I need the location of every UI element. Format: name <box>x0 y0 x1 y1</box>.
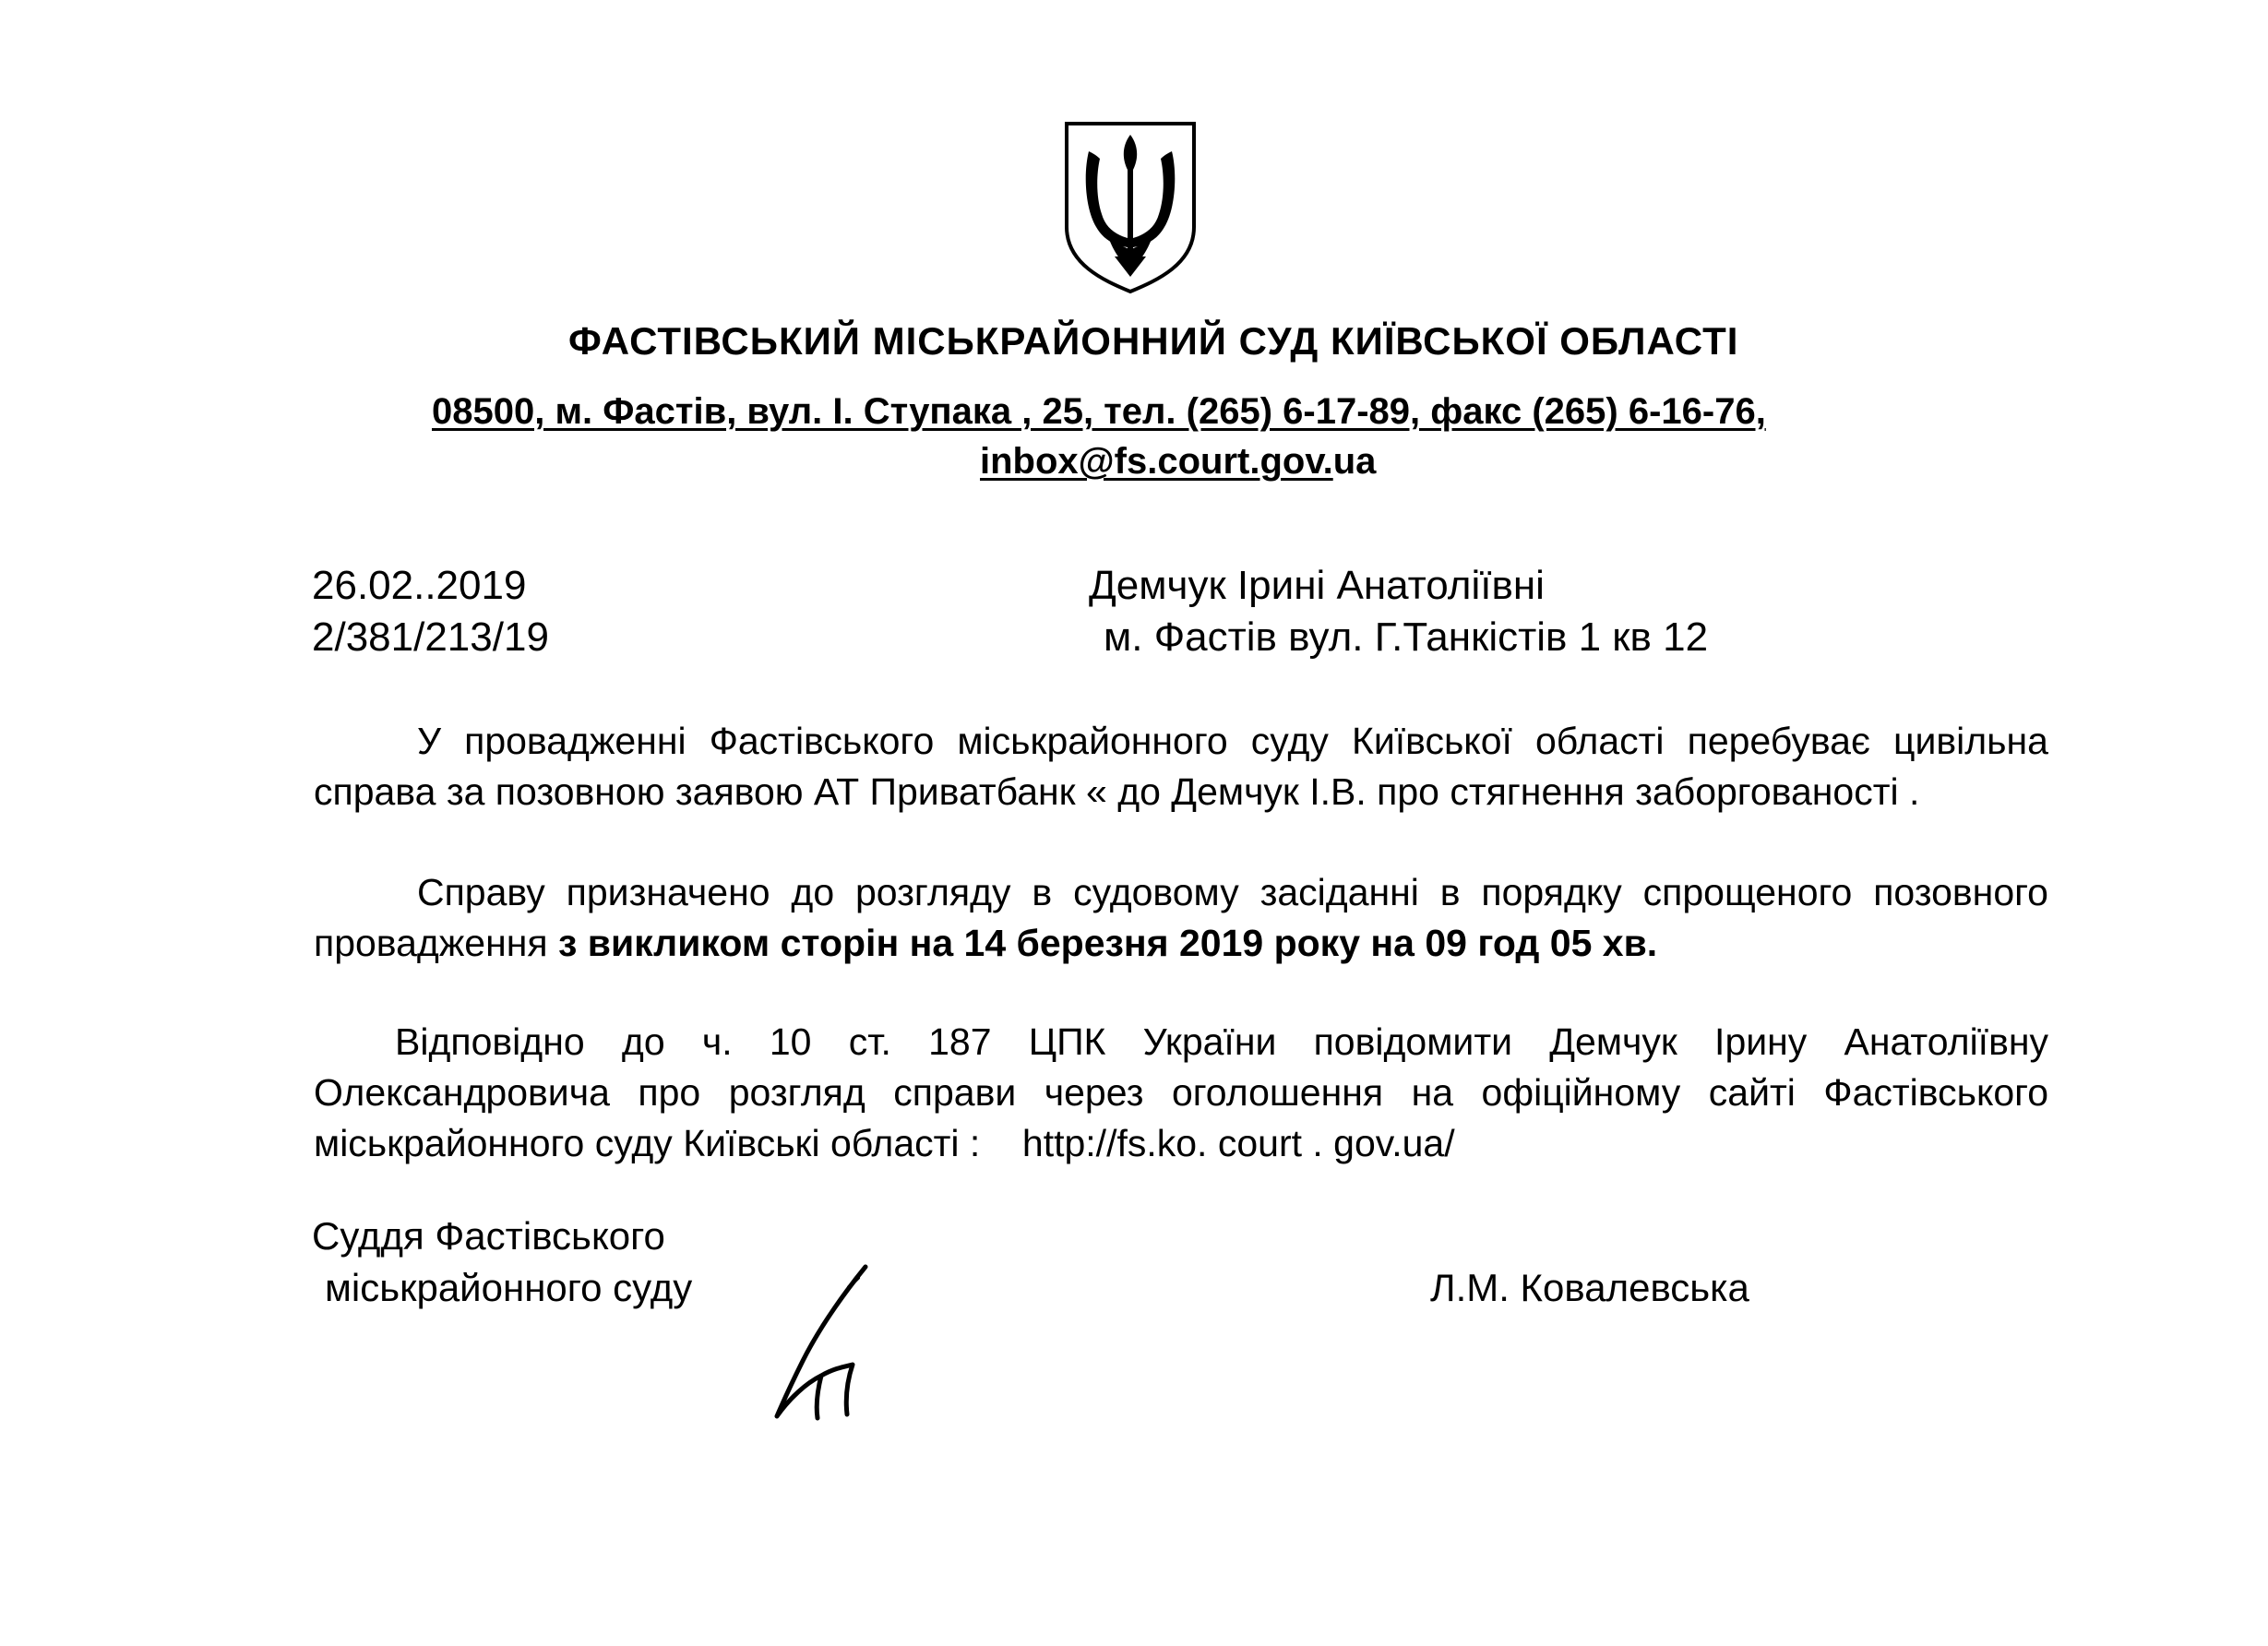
paragraph-proceedings-text: У провадженні Фастівського міськрайонного суду Київської області перебуває цивільна справа за позовною заявою АТ Приватбанк « до Демчук І.В. про стягнення заборгованості . <box>314 720 2048 813</box>
court-email-line <box>980 441 1376 483</box>
court-website-link[interactable]: http://fs.ko. court . gov.ua/ <box>1021 1122 1455 1164</box>
paragraph-hearing <box>314 867 2048 969</box>
paragraph-proceedings <box>314 716 2048 817</box>
hearing-datetime: з викликом сторін на 14 березня 2019 року на 09 год 05 хв. <box>557 922 1658 964</box>
signer-title-line2: міськрайонного суду <box>325 1266 693 1309</box>
recipient-name: Демчук Ірині Анатоліївні <box>1089 563 1545 608</box>
handwritten-signature <box>757 1259 877 1425</box>
court-name: ФАСТІВСЬКИЙ МІСЬКРАЙОННИЙ СУД КИЇВСЬКОЇ ОБЛАСТІ <box>568 319 1739 363</box>
letter-date: 26.02..2019 <box>312 563 527 608</box>
reference-number: 2/381/213/19 <box>312 614 549 660</box>
recipient-address: м. Фастів вул. Г.Танкістів 1 кв 12 <box>1104 614 1709 660</box>
paragraph-notification-text: Відповідно до ч. 10 ст. 187 ЦПК України повідомити Демчук Ірину Анатоліївну Олександровича про розгляд справи через оголошення на офіційному сайті Фастівського міськрайонного суду Київські області : <box>314 1020 2048 1164</box>
paragraph-notification <box>314 1017 2048 1169</box>
court-email-link[interactable]: inbox@fs.court.gov. <box>980 441 1333 482</box>
coat-of-arms-icon <box>1061 118 1200 295</box>
paragraph-hearing-text: Справу призначено до розгляду в судовому засіданні в порядку спрощеного позовного провадження <box>314 871 2048 964</box>
court-address: 08500, м. Фастів, вул. І. Ступака , 25, тел. (265) 6-17-89, факс (265) 6-16-76, <box>432 391 1766 432</box>
signer-name: Л.М. Ковалевська <box>1430 1266 1749 1309</box>
signer-title-line1: Суддя Фастівського <box>312 1214 665 1258</box>
court-email-suffix: ua <box>1332 441 1377 482</box>
